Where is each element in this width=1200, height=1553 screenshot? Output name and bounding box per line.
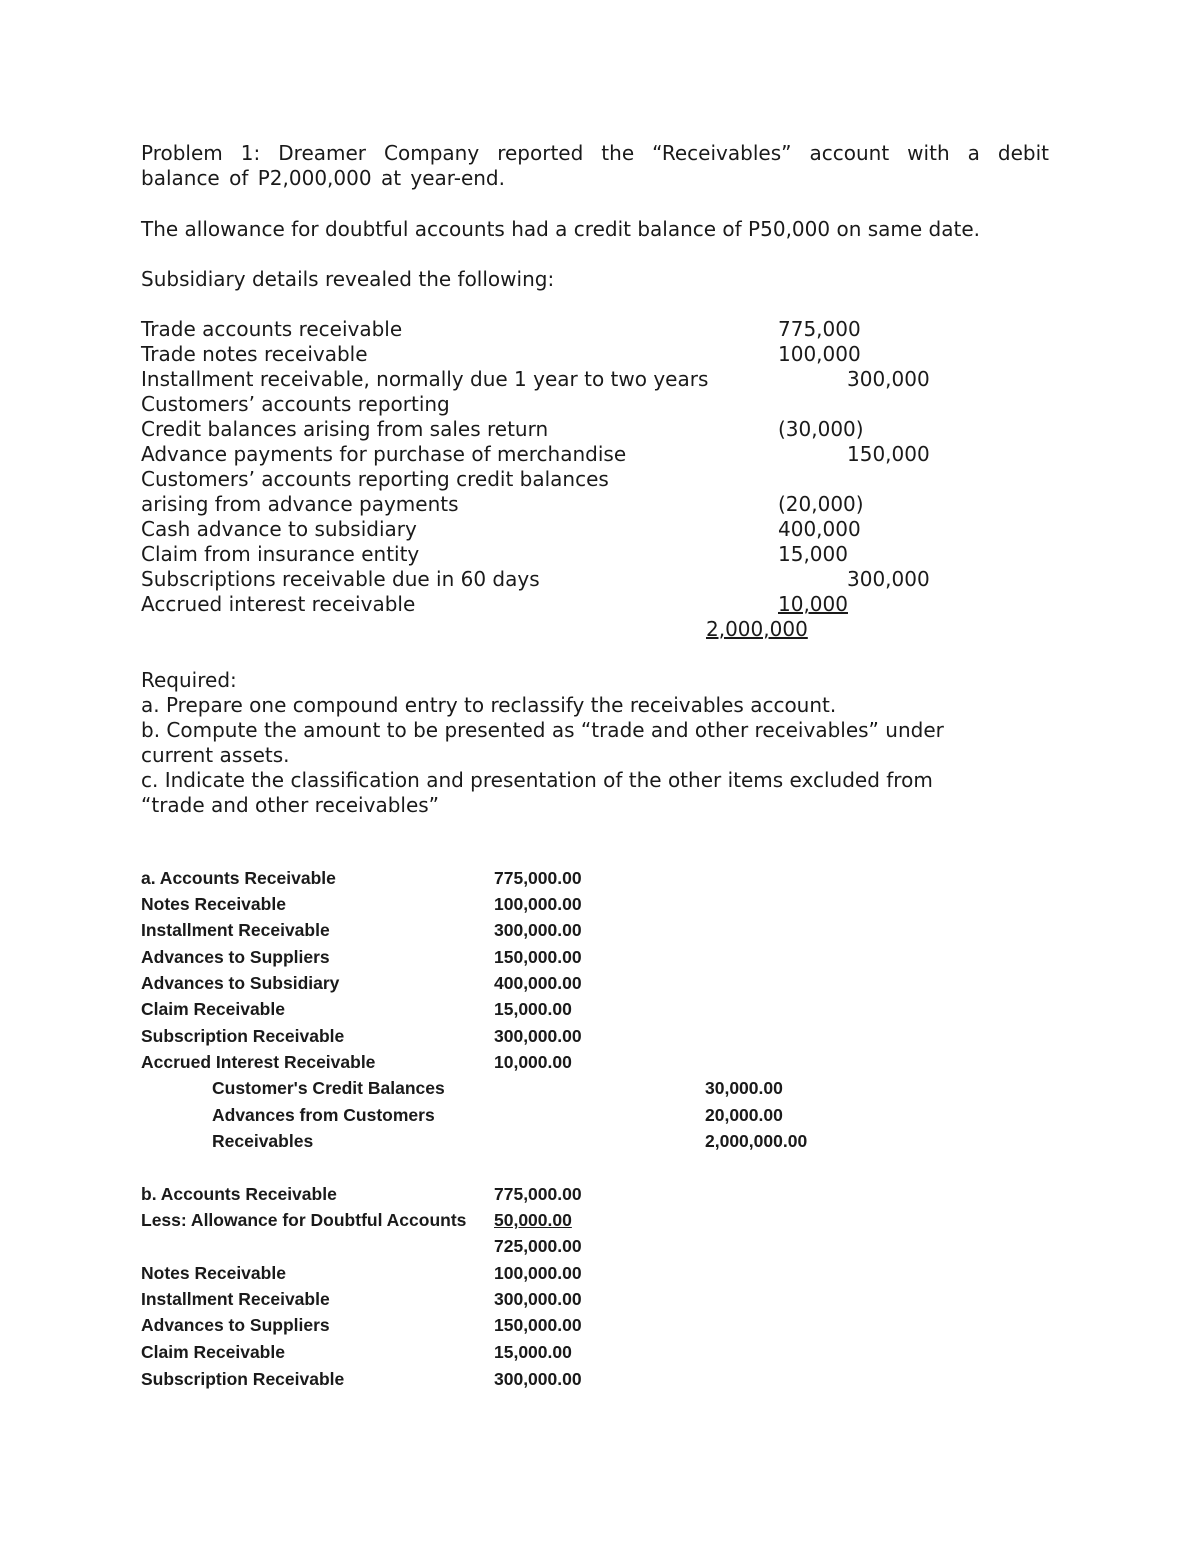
detail-label: Claim from insurance entity bbox=[141, 542, 420, 566]
detail-amount: (30,000) bbox=[778, 417, 864, 441]
allowance-statement: The allowance for doubtful accounts had a credit balance of P50,000 on same date. bbox=[141, 217, 981, 241]
entry-debit-amount: 300,000.00 bbox=[494, 1026, 582, 1046]
entry-debit-label: Subscription Receivable bbox=[141, 1026, 345, 1046]
entry-credit-label: Customer's Credit Balances bbox=[212, 1078, 445, 1098]
required-title: Required: bbox=[141, 668, 237, 692]
answer-b-amount: 15,000.00 bbox=[494, 1342, 572, 1362]
detail-amount: 400,000 bbox=[778, 517, 861, 541]
detail-label: Trade notes receivable bbox=[141, 342, 368, 366]
entry-debit-amount: 150,000.00 bbox=[494, 947, 582, 967]
answer-b-amount: 100,000.00 bbox=[494, 1263, 582, 1283]
entry-debit-label: Accrued Interest Receivable bbox=[141, 1052, 376, 1072]
detail-amount: 15,000 bbox=[778, 542, 848, 566]
detail-label: Advance payments for purchase of merchandise bbox=[141, 442, 627, 466]
answer-b-subtotal: 725,000.00 bbox=[494, 1236, 582, 1256]
entry-debit-label: Advances to Subsidiary bbox=[141, 973, 340, 993]
detail-label: arising from advance payments bbox=[141, 492, 459, 516]
detail-amount: 150,000 bbox=[847, 442, 930, 466]
detail-amount: 10,000 bbox=[778, 592, 848, 616]
detail-label: Accrued interest receivable bbox=[141, 592, 416, 616]
answer-b-amount: 300,000.00 bbox=[494, 1289, 582, 1309]
detail-label: Subscriptions receivable due in 60 days bbox=[141, 567, 540, 591]
answer-b-label: Notes Receivable bbox=[141, 1263, 286, 1283]
entry-debit-amount: 300,000.00 bbox=[494, 920, 582, 940]
subsidiary-details-heading: Subsidiary details revealed the following: bbox=[141, 267, 555, 291]
detail-label: Trade accounts receivable bbox=[141, 317, 403, 341]
entry-debit-label: Advances to Suppliers bbox=[141, 947, 330, 967]
detail-label: Customers’ accounts reporting credit balances bbox=[141, 467, 609, 491]
entry-debit-label: Installment Receivable bbox=[141, 920, 330, 940]
entry-debit-amount: 10,000.00 bbox=[494, 1052, 572, 1072]
detail-amount: 100,000 bbox=[778, 342, 861, 366]
detail-label: Credit balances arising from sales return bbox=[141, 417, 549, 441]
required-a: a. Prepare one compound entry to reclassify the receivables account. bbox=[141, 693, 837, 717]
required-c-line2: “trade and other receivables” bbox=[141, 793, 440, 817]
answer-b-label: Subscription Receivable bbox=[141, 1369, 345, 1389]
detail-amount: 775,000 bbox=[778, 317, 861, 341]
entry-debit-label: Claim Receivable bbox=[141, 999, 285, 1019]
answer-b-label: Claim Receivable bbox=[141, 1342, 285, 1362]
detail-amount: 300,000 bbox=[847, 367, 930, 391]
entry-debit-label: Notes Receivable bbox=[141, 894, 286, 914]
problem-intro-line2: balance of P2,000,000 at year-end. bbox=[141, 166, 505, 190]
entry-credit-amount: 20,000.00 bbox=[705, 1105, 783, 1125]
entry-debit-amount: 100,000.00 bbox=[494, 894, 582, 914]
detail-label: Installment receivable, normally due 1 year to two years bbox=[141, 367, 709, 391]
entry-debit-amount: 400,000.00 bbox=[494, 973, 582, 993]
problem-intro-line1: Problem 1: Dreamer Company reported the “Receivables” account with a debit bbox=[141, 141, 1049, 165]
answer-b-amount: 300,000.00 bbox=[494, 1369, 582, 1389]
detail-amount: 300,000 bbox=[847, 567, 930, 591]
detail-amount: (20,000) bbox=[778, 492, 864, 516]
answer-b-label: Advances to Suppliers bbox=[141, 1315, 330, 1335]
required-c-line1: c. Indicate the classification and presentation of the other items excluded from bbox=[141, 768, 933, 792]
entry-debit-label: a. Accounts Receivable bbox=[141, 868, 336, 888]
entry-credit-label: Advances from Customers bbox=[212, 1105, 435, 1125]
detail-label: Cash advance to subsidiary bbox=[141, 517, 417, 541]
details-total: 2,000,000 bbox=[706, 617, 808, 641]
entry-debit-amount: 15,000.00 bbox=[494, 999, 572, 1019]
answer-b-label: Installment Receivable bbox=[141, 1289, 330, 1309]
required-b-line1: b. Compute the amount to be presented as “trade and other receivables” under bbox=[141, 718, 944, 742]
answer-b-label: Less: Allowance for Doubtful Accounts bbox=[141, 1210, 467, 1230]
entry-credit-amount: 30,000.00 bbox=[705, 1078, 783, 1098]
required-b-line2: current assets. bbox=[141, 743, 290, 767]
answer-b-amount: 775,000.00 bbox=[494, 1184, 582, 1204]
answer-b-amount: 50,000.00 bbox=[494, 1210, 572, 1230]
detail-label: Customers’ accounts reporting bbox=[141, 392, 450, 416]
answer-b-amount: 150,000.00 bbox=[494, 1315, 582, 1335]
entry-credit-label: Receivables bbox=[212, 1131, 314, 1151]
entry-debit-amount: 775,000.00 bbox=[494, 868, 582, 888]
entry-credit-amount: 2,000,000.00 bbox=[705, 1131, 808, 1151]
answer-b-label: b. Accounts Receivable bbox=[141, 1184, 337, 1204]
